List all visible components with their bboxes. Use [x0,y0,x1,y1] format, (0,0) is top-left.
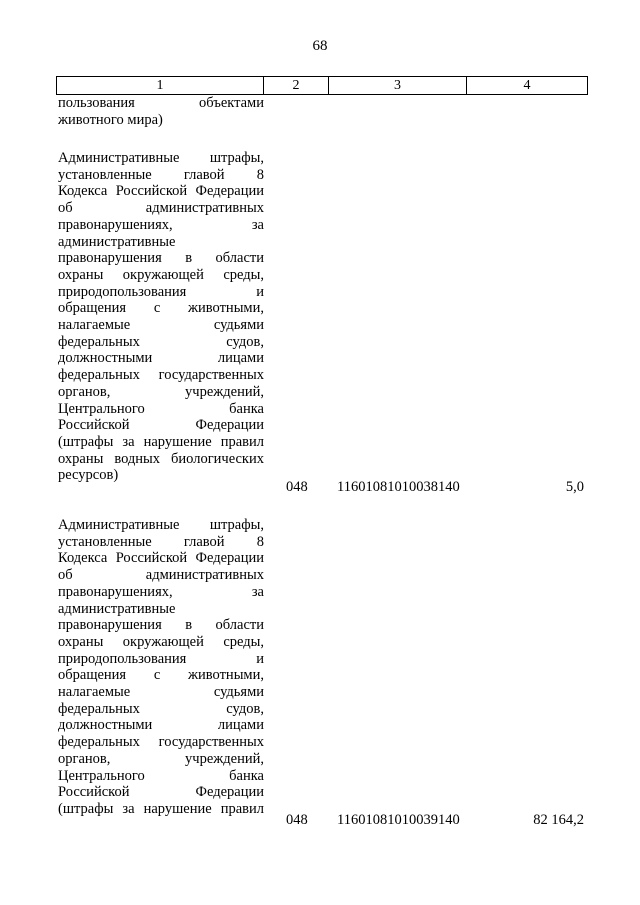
text-line: установленные главой 8 [58,166,264,183]
text-line: Российской Федерации [58,784,264,801]
text-line: природопользования и [58,283,264,300]
page-number: 68 [312,38,328,54]
text-line: (штрафы за нарушение правил [58,800,264,817]
row-1-admin-code: 048 [286,479,308,495]
text-line: правонарушения в области [58,250,264,267]
text-line: охраны окружающей среды, [58,633,264,650]
text-line: Российской Федерации [58,417,264,434]
header-col-2: 2 [264,77,329,95]
header-col-3: 3 [329,77,467,95]
text-line: административные [58,233,176,250]
text-line: пользования объектами [58,95,264,111]
text-line: федеральных судов, [58,333,264,350]
text-line: обращения с животными, [58,300,264,317]
text-line: налагаемые судьями [58,684,264,701]
text-line: охраны водных биологических [58,450,264,467]
text-line: правонарушениях, за [58,216,264,233]
table-header [56,76,588,95]
row-1-description [58,150,264,484]
row-2-admin-code: 048 [286,812,308,828]
text-line: Административные штрафы, [58,150,264,166]
text-line: природопользования и [58,650,264,667]
text-line: Административные штрафы, [58,517,264,533]
text-line: обращения с животными, [58,667,264,684]
row-2-kbk: 11601081010039140 [337,812,460,828]
text-line: об административных [58,200,264,217]
text-line: охраны окружающей среды, [58,266,264,283]
continuation-text [58,95,264,128]
text-line: ресурсов) [58,467,119,484]
row-1-amount: 5,0 [565,479,584,495]
text-line: правонарушениях, за [58,583,264,600]
header-col-4: 4 [467,77,588,95]
text-line: об административных [58,567,264,584]
text-line: федеральных государственных [58,367,264,384]
text-line: административные [58,600,176,617]
text-line: органов, учреждений, [58,750,264,767]
row-2-description [58,517,264,818]
text-line: федеральных государственных [58,734,264,751]
text-line: животного мира) [58,111,163,128]
text-line: установленные главой 8 [58,533,264,550]
text-line: должностными лицами [58,717,264,734]
text-line: правонарушения в области [58,617,264,634]
text-line: Центрального банка [58,400,264,417]
text-line: (штрафы за нарушение правил [58,433,264,450]
row-2-amount: 82 164,2 [533,812,584,828]
text-line: федеральных судов, [58,700,264,717]
text-line: Центрального банка [58,767,264,784]
text-line: органов, учреждений, [58,383,264,400]
text-line: Кодекса Российской Федерации [58,550,264,567]
row-1-kbk: 11601081010038140 [337,479,460,495]
text-line: должностными лицами [58,350,264,367]
text-line: Кодекса Российской Федерации [58,183,264,200]
text-line: налагаемые судьями [58,317,264,334]
header-col-1: 1 [57,77,264,95]
